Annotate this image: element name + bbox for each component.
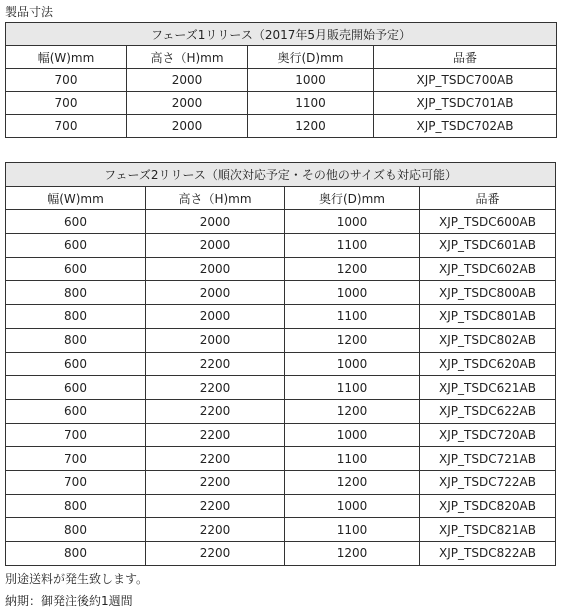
- cell-width: 800: [6, 281, 146, 305]
- cell-width: 700: [6, 423, 146, 447]
- cell-depth: 1100: [285, 234, 420, 258]
- cell-height: 2200: [146, 447, 285, 471]
- header-part-number: 品番: [374, 46, 557, 69]
- phase2-title: フェーズ2リリース（順次対応予定・その他のサイズも対応可能）: [6, 163, 556, 187]
- cell-width: 700: [6, 447, 146, 471]
- phase1-title: フェーズ1リリース（2017年5月販売開始予定）: [6, 23, 557, 46]
- cell-height: 2000: [146, 234, 285, 258]
- cell-width: 800: [6, 328, 146, 352]
- cell-part-number: XJP_TSDC701AB: [374, 92, 557, 115]
- header-depth: 奥行(D)mm: [248, 46, 374, 69]
- cell-height: 2000: [146, 305, 285, 329]
- shipping-note: 別途送料が発生致します。: [5, 572, 149, 586]
- cell-width: 600: [6, 352, 146, 376]
- table-row: [6, 115, 557, 138]
- cell-part-number: XJP_TSDC601AB: [420, 234, 556, 258]
- cell-depth: 1100: [285, 305, 420, 329]
- cell-depth: 1100: [248, 92, 374, 115]
- cell-height: 2200: [146, 518, 285, 542]
- cell-depth: 1200: [285, 257, 420, 281]
- table-row: [6, 542, 556, 566]
- cell-depth: 1100: [285, 447, 420, 471]
- phase2-header-row: [6, 186, 556, 210]
- cell-part-number: XJP_TSDC721AB: [420, 447, 556, 471]
- cell-part-number: XJP_TSDC622AB: [420, 399, 556, 423]
- header-width: 幅(W)mm: [6, 186, 146, 210]
- phase1-table-body: [6, 69, 557, 138]
- cell-height: 2000: [146, 257, 285, 281]
- cell-width: 700: [6, 69, 127, 92]
- header-width: 幅(W)mm: [6, 46, 127, 69]
- cell-depth: 1000: [285, 210, 420, 234]
- cell-depth: 1200: [248, 115, 374, 138]
- header-height: 高さ（H)mm: [146, 186, 285, 210]
- phase1-spec-table: [5, 22, 557, 138]
- cell-depth: 1000: [248, 69, 374, 92]
- cell-part-number: XJP_TSDC800AB: [420, 281, 556, 305]
- table-row: [6, 210, 556, 234]
- cell-height: 2200: [146, 494, 285, 518]
- cell-depth: 1200: [285, 328, 420, 352]
- cell-width: 600: [6, 399, 146, 423]
- table-row: [6, 423, 556, 447]
- cell-part-number: XJP_TSDC802AB: [420, 328, 556, 352]
- table-row: [6, 92, 557, 115]
- cell-height: 2000: [146, 328, 285, 352]
- table-row: [6, 399, 556, 423]
- cell-width: 800: [6, 542, 146, 566]
- cell-depth: 1000: [285, 494, 420, 518]
- cell-height: 2200: [146, 399, 285, 423]
- cell-width: 600: [6, 376, 146, 400]
- cell-depth: 1200: [285, 542, 420, 566]
- table-row: [6, 518, 556, 542]
- cell-height: 2000: [127, 115, 248, 138]
- cell-width: 800: [6, 305, 146, 329]
- cell-part-number: XJP_TSDC720AB: [420, 423, 556, 447]
- table-row: [6, 376, 556, 400]
- phase1-header-row: [6, 46, 557, 69]
- cell-height: 2200: [146, 352, 285, 376]
- cell-width: 800: [6, 518, 146, 542]
- phase2-title-row: [6, 163, 556, 187]
- cell-part-number: XJP_TSDC722AB: [420, 470, 556, 494]
- cell-depth: 1000: [285, 423, 420, 447]
- cell-width: 600: [6, 257, 146, 281]
- cell-width: 700: [6, 92, 127, 115]
- cell-part-number: XJP_TSDC600AB: [420, 210, 556, 234]
- cell-depth: 1100: [285, 518, 420, 542]
- cell-part-number: XJP_TSDC621AB: [420, 376, 556, 400]
- cell-part-number: XJP_TSDC700AB: [374, 69, 557, 92]
- table-row: [6, 447, 556, 471]
- cell-height: 2000: [127, 69, 248, 92]
- table-row: [6, 257, 556, 281]
- delivery-note: 納期：御発注後約1週間: [5, 594, 133, 608]
- cell-part-number: XJP_TSDC820AB: [420, 494, 556, 518]
- table-row: [6, 494, 556, 518]
- phase2-spec-table: [5, 162, 556, 566]
- cell-width: 600: [6, 234, 146, 258]
- table-row: [6, 281, 556, 305]
- cell-height: 2000: [127, 92, 248, 115]
- table-row: [6, 328, 556, 352]
- cell-depth: 1000: [285, 352, 420, 376]
- cell-width: 700: [6, 115, 127, 138]
- phase2-table-body: [6, 210, 556, 565]
- cell-part-number: XJP_TSDC702AB: [374, 115, 557, 138]
- table-row: [6, 305, 556, 329]
- cell-width: 700: [6, 470, 146, 494]
- phase1-title-row: [6, 23, 557, 46]
- header-height: 高さ（H)mm: [127, 46, 248, 69]
- cell-part-number: XJP_TSDC620AB: [420, 352, 556, 376]
- cell-depth: 1100: [285, 376, 420, 400]
- cell-depth: 1200: [285, 399, 420, 423]
- cell-width: 600: [6, 210, 146, 234]
- cell-height: 2200: [146, 542, 285, 566]
- cell-height: 2000: [146, 281, 285, 305]
- page-title: 製品寸法: [5, 5, 54, 19]
- table-row: [6, 234, 556, 258]
- cell-height: 2200: [146, 423, 285, 447]
- cell-depth: 1000: [285, 281, 420, 305]
- cell-part-number: XJP_TSDC822AB: [420, 542, 556, 566]
- cell-width: 800: [6, 494, 146, 518]
- cell-part-number: XJP_TSDC602AB: [420, 257, 556, 281]
- header-part-number: 品番: [420, 186, 556, 210]
- cell-part-number: XJP_TSDC821AB: [420, 518, 556, 542]
- cell-height: 2200: [146, 470, 285, 494]
- cell-height: 2200: [146, 376, 285, 400]
- table-row: [6, 470, 556, 494]
- cell-height: 2000: [146, 210, 285, 234]
- cell-part-number: XJP_TSDC801AB: [420, 305, 556, 329]
- table-row: [6, 69, 557, 92]
- table-row: [6, 352, 556, 376]
- cell-depth: 1200: [285, 470, 420, 494]
- header-depth: 奥行(D)mm: [285, 186, 420, 210]
